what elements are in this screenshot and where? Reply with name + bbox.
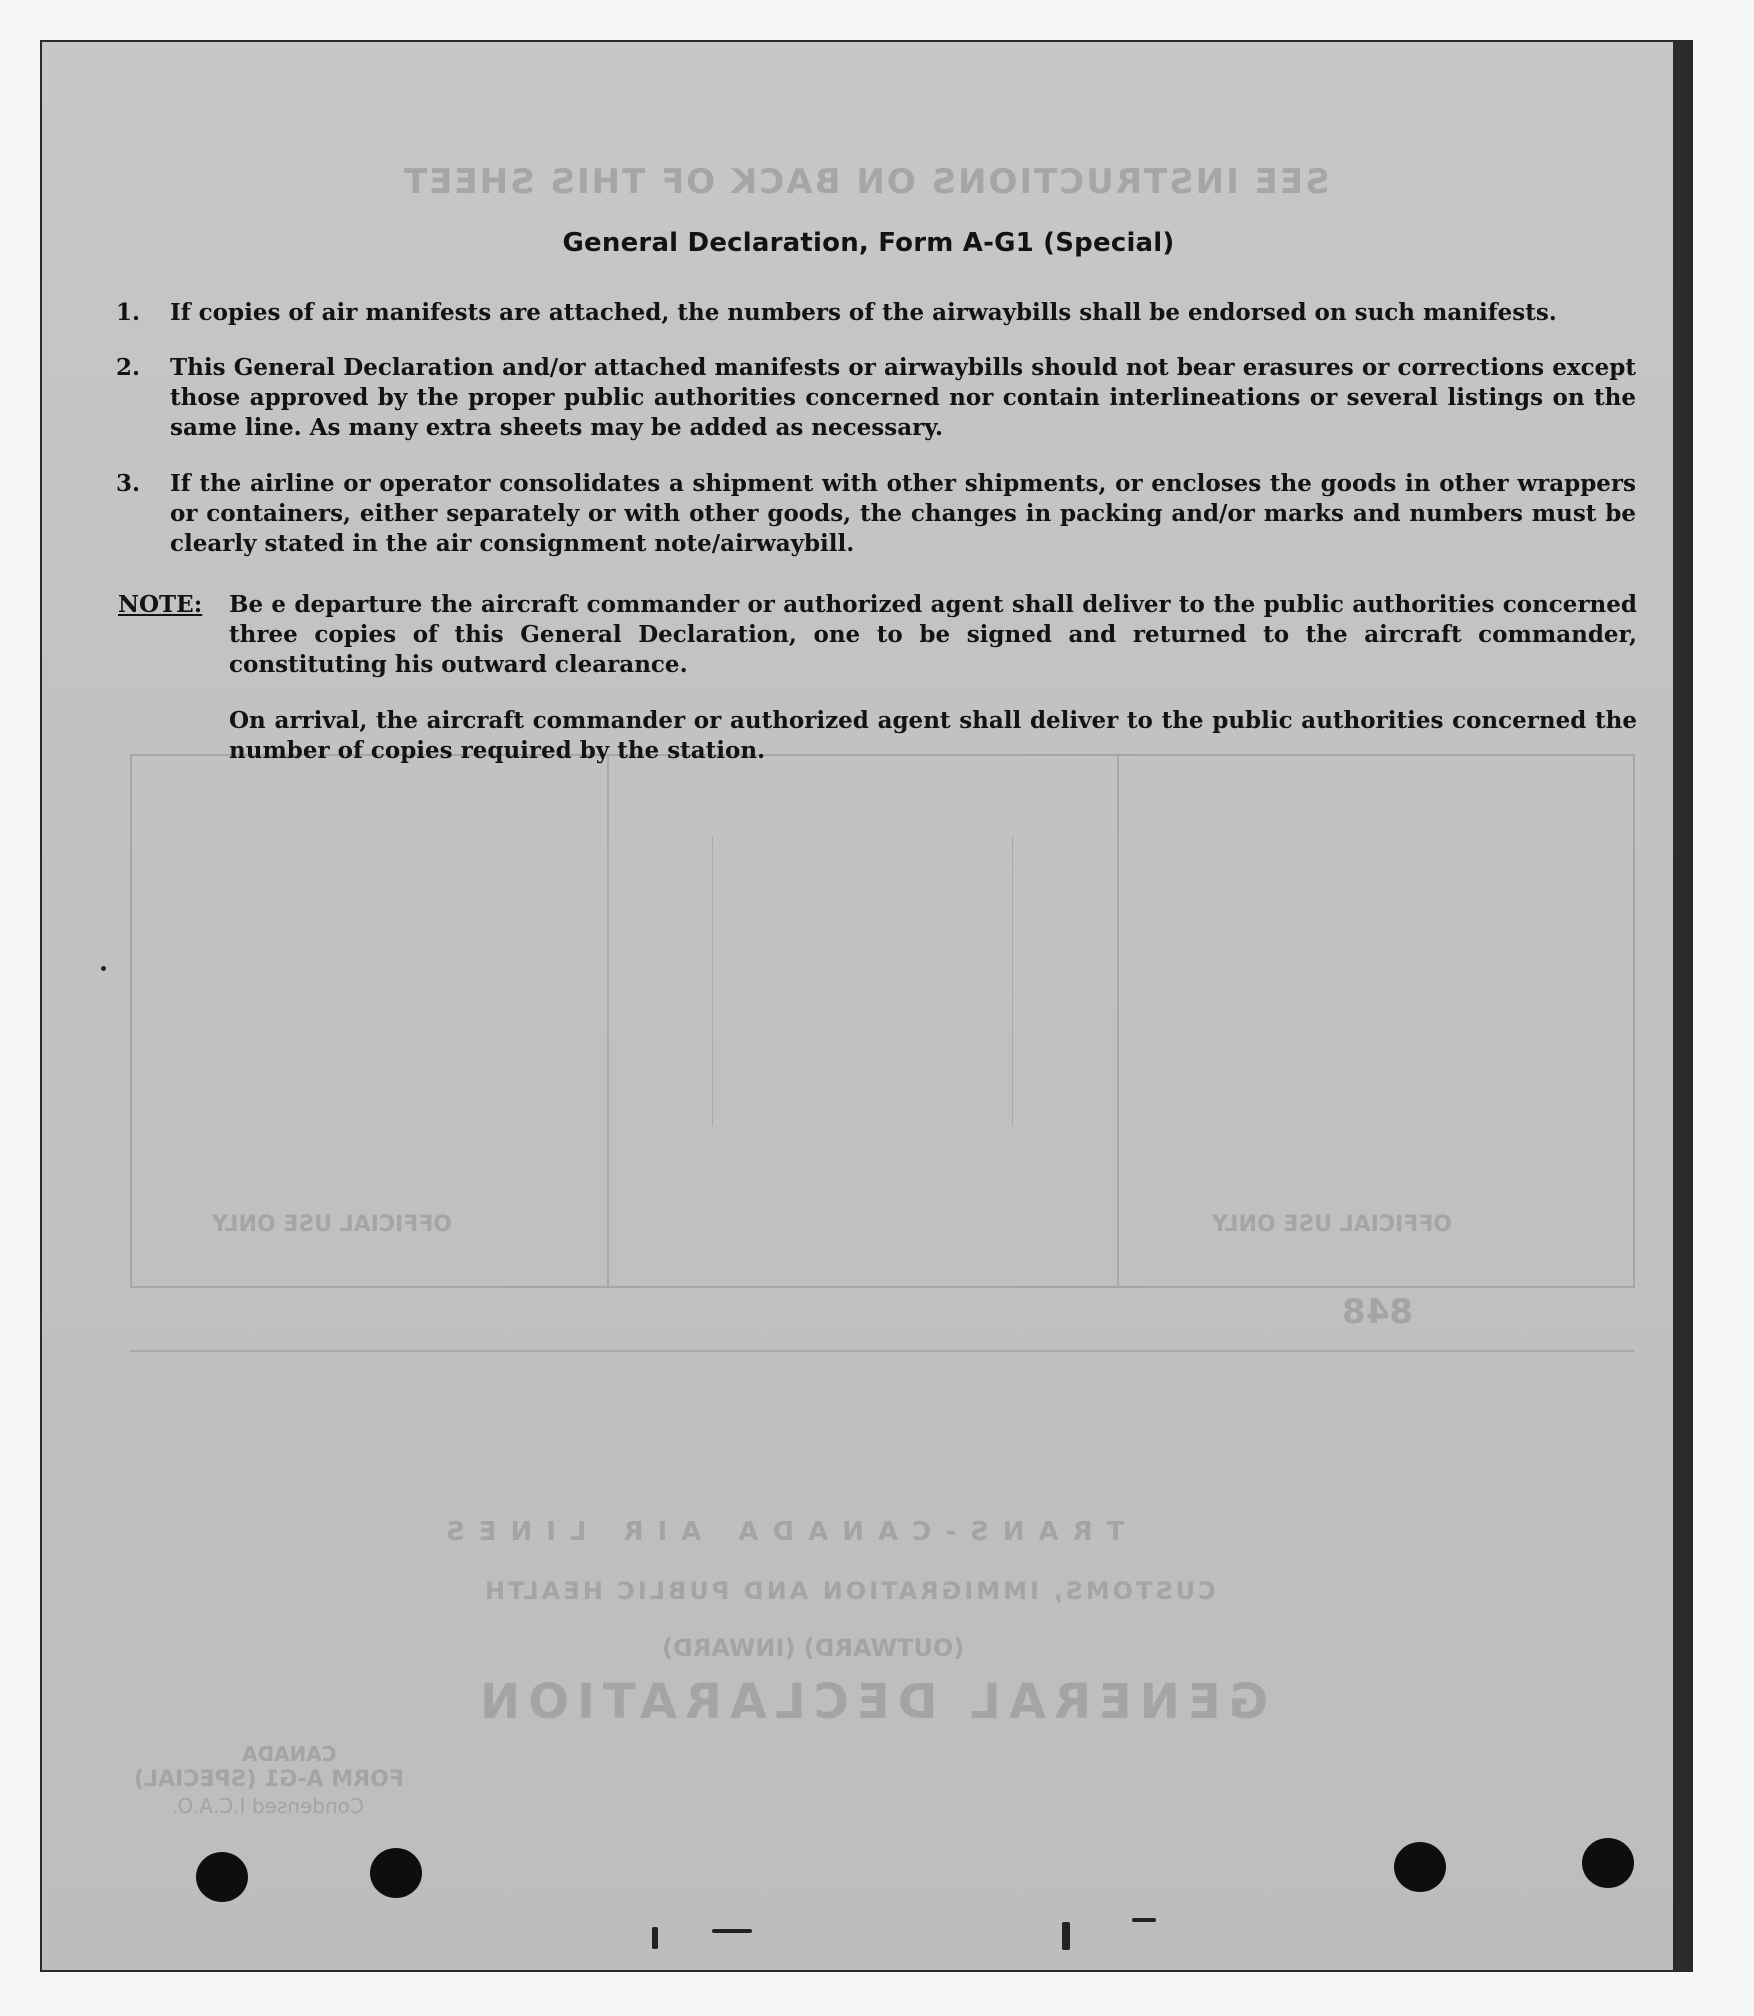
punch-hole [196,1852,248,1902]
bleed-official-use-right: OFFICIAL USE ONLY [1212,1212,1453,1237]
item-number: 1. [116,299,141,326]
instruction-item-2 [116,353,1636,443]
instruction-item-3 [116,469,1636,559]
scan-speck [712,1929,752,1933]
bleed-rule [130,1350,1635,1352]
punch-hole [370,1848,422,1898]
bleed-owner-line: TRANS-CANADA AIR LINES [432,1517,1125,1547]
item-number: 2. [116,354,141,381]
bleed-country: CANADA [242,1742,337,1766]
item-number: 3. [116,470,141,497]
bleed-services-line: CUSTOMS, IMMIGRATION AND PUBLIC HEALTH [482,1577,1216,1605]
note-paragraph-2: On arrival, the aircraft commander or authorized agent shall deliver to the public authorities concerned the number of copies required by the station. [229,707,1637,764]
scan-speck [1132,1918,1156,1922]
bleed-condensed: Condensed I.C.A.O. [172,1794,364,1818]
punch-hole [1582,1838,1634,1888]
bleed-number-mark: 848 [1342,1292,1413,1332]
punch-hole [1394,1842,1446,1892]
bleed-form-id: FORM A-G1 (SPECIAL) [134,1767,404,1792]
document-sheet [40,40,1693,1972]
item-text: If copies of air manifests are attached, the numbers of the airwaybills shall be endorsed on such manifests. [170,299,1557,326]
note-paragraph-1: Be e departure the aircraft commander or authorized agent shall deliver to the public authorities concerned three copies of this General Declaration, one to be signed and returned to the aircraft commander, constituting his outward clearance. [229,591,1637,678]
item-text: This General Declaration and/or attached manifests or airwaybills should not bear erasures or corrections except those approved by the proper public authorities concerned nor contain interlineations or several listings on the same line. As many extra sheets may be added as necessary. [170,354,1636,441]
bleed-direction-line: (OUTWARD) (INWARD) [662,1634,965,1662]
instruction-item-1 [116,298,1636,328]
bleed-instructions-header: SEE INSTRUCTIONS ON BACK OF THIS SHEET [402,162,1330,202]
scan-speck [101,966,106,971]
page-title: General Declaration, Form A-G1 (Special) [562,228,1175,258]
bleed-official-use-left: OFFICIAL USE ONLY [212,1212,453,1237]
note-label: NOTE: [118,591,203,618]
scan-speck [652,1927,658,1949]
item-text: If the airline or operator consolidates a shipment with other shipments, or encloses the goods in other wrappers or containers, either separately or with other goods, the changes in packing and/or marks and numbers must be clearly stated in the air consignment note/airwaybill. [170,470,1636,557]
bleed-big-heading: GENERAL DECLARATION [472,1674,1269,1730]
bleed-table-frame [130,754,1635,1288]
scan-speck [1062,1922,1070,1950]
